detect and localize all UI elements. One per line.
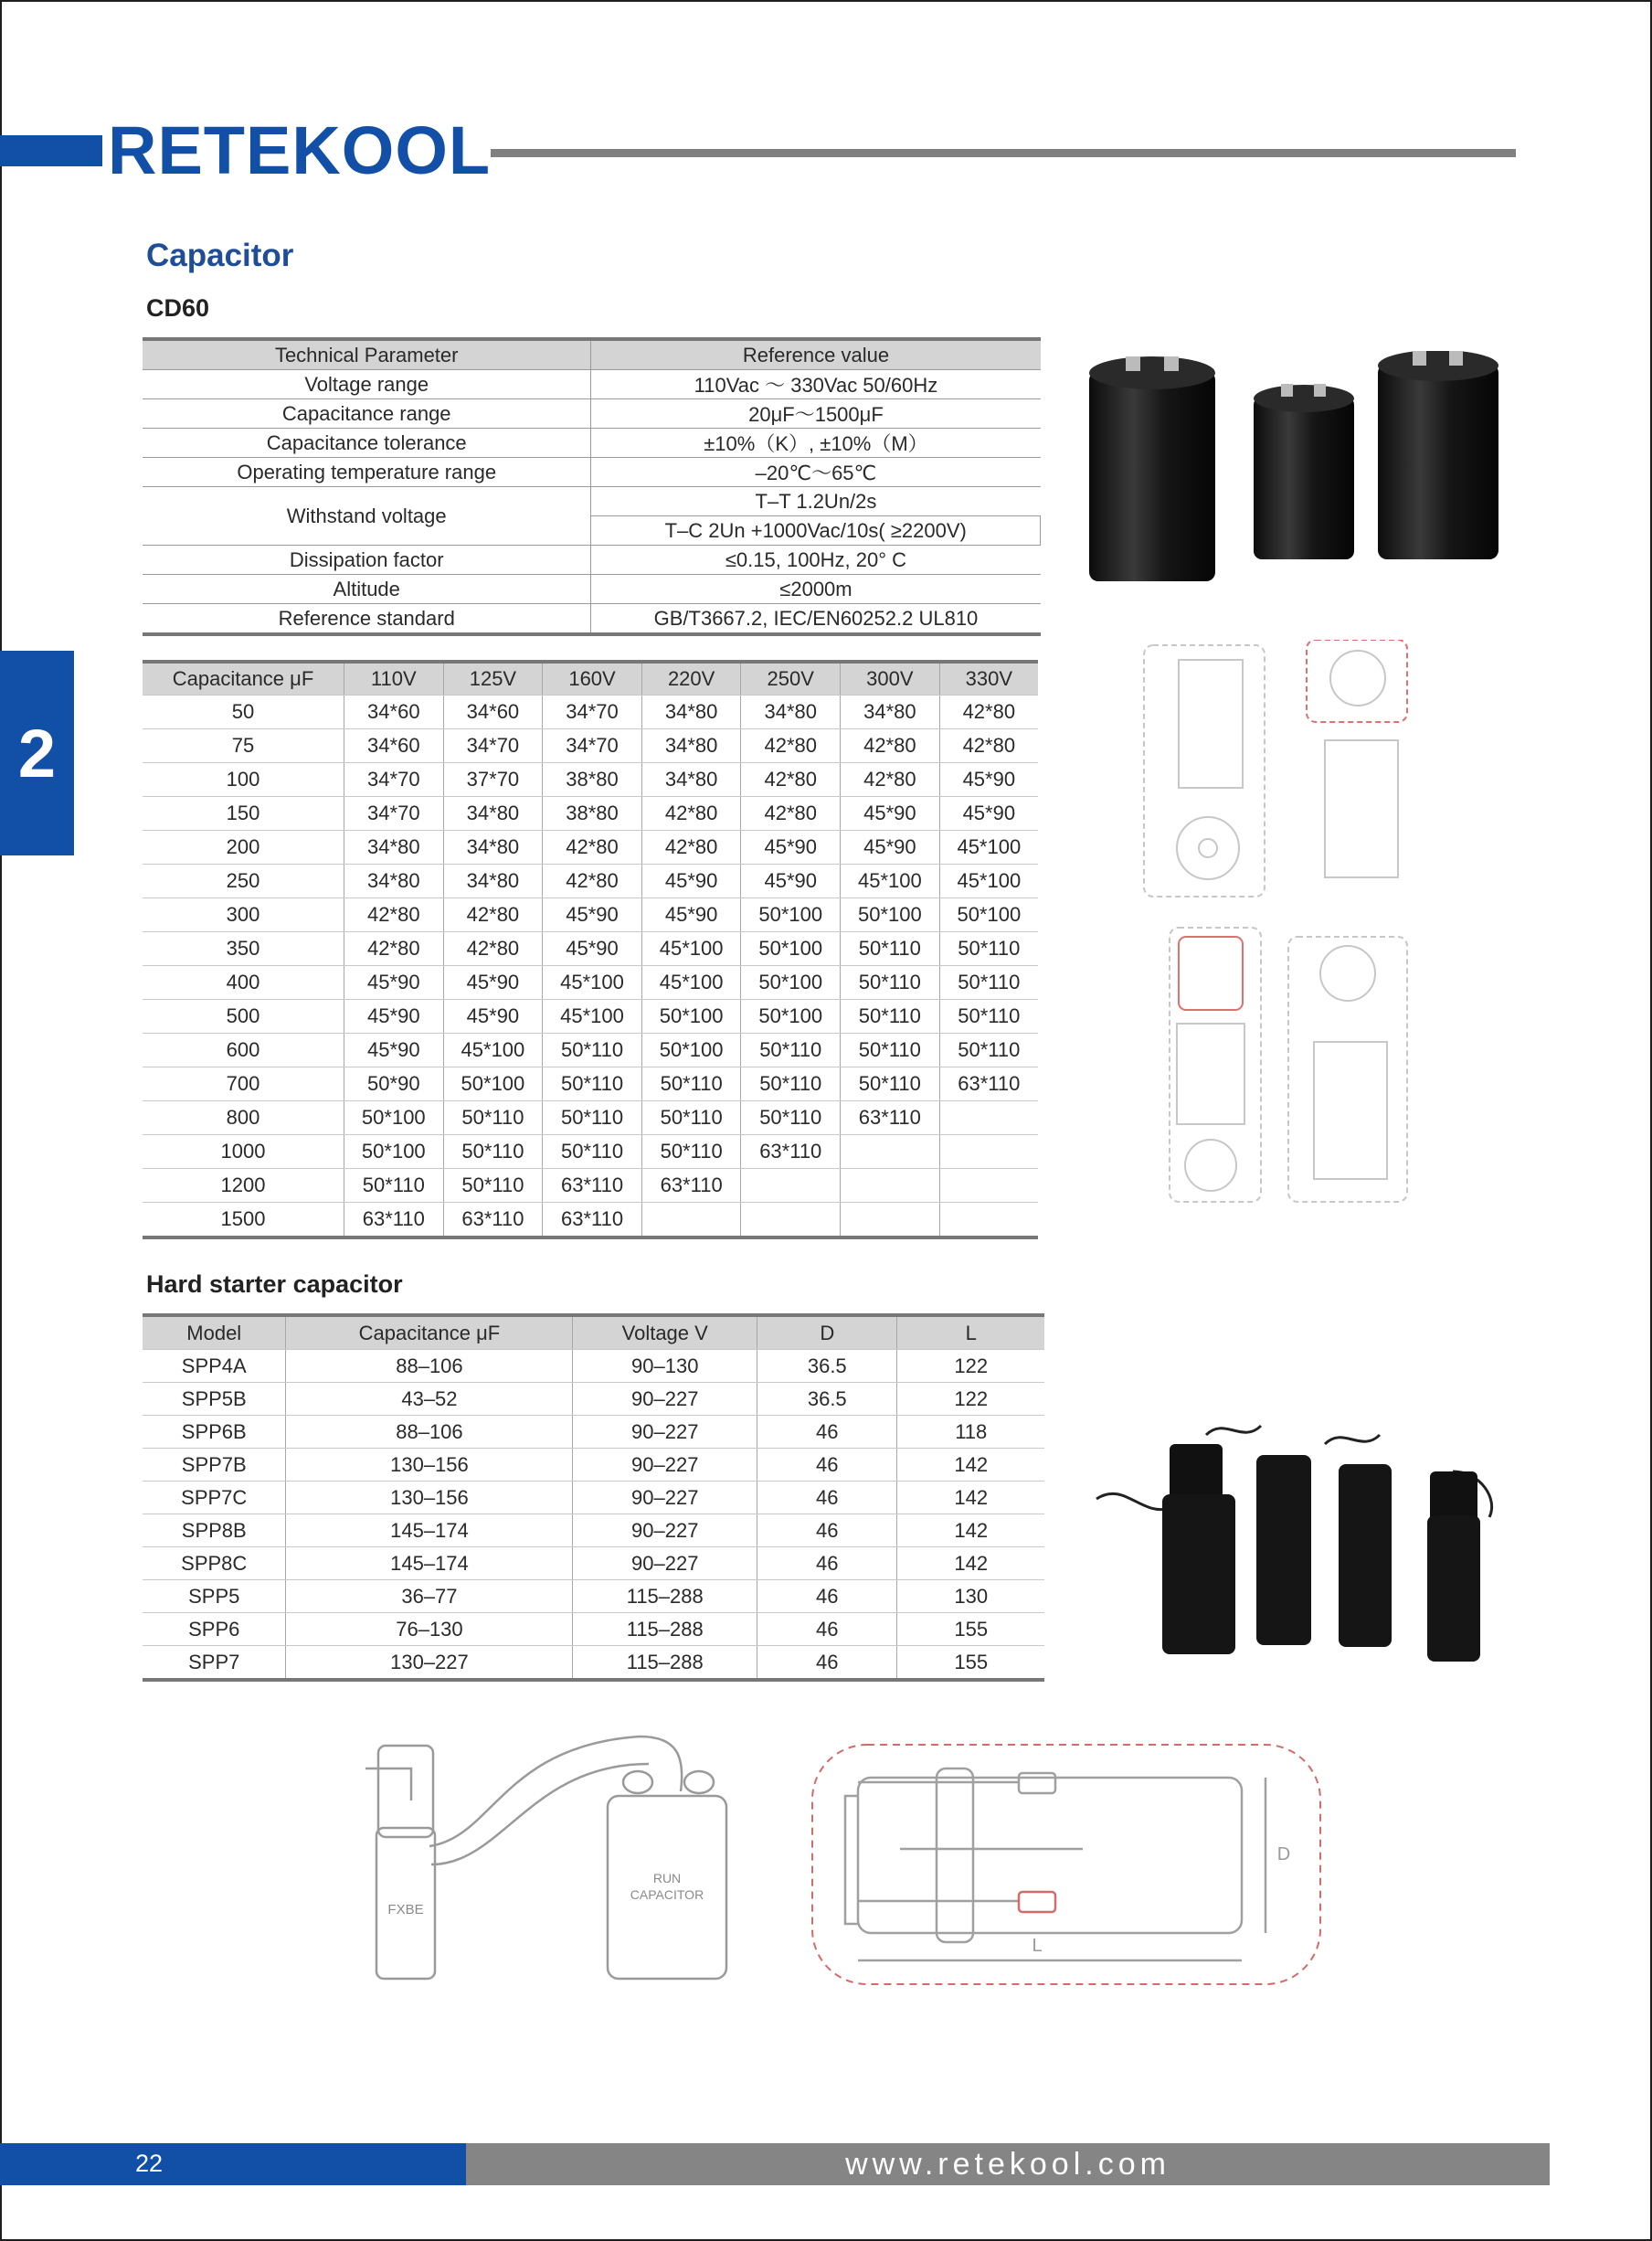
table-cell: 46 bbox=[757, 1482, 897, 1514]
table-cell: 45*100 bbox=[641, 932, 741, 966]
column-header: L bbox=[897, 1315, 1044, 1350]
table-cell: 42*80 bbox=[543, 865, 642, 898]
table-row bbox=[143, 1350, 1044, 1383]
table-cell: 42*80 bbox=[641, 831, 741, 865]
table-cell: 45*90 bbox=[939, 797, 1038, 831]
value-cell: 20μF～1500μF bbox=[591, 399, 1041, 429]
row-label-cell: 800 bbox=[143, 1101, 344, 1135]
table-row bbox=[143, 487, 1041, 516]
table-cell: 115–288 bbox=[573, 1613, 757, 1646]
table-cell: 42*80 bbox=[344, 932, 444, 966]
drawing-side-view-2 bbox=[1170, 928, 1261, 1202]
table-cell: 115–288 bbox=[573, 1580, 757, 1613]
table-cell bbox=[641, 1203, 741, 1238]
table-cell: 46 bbox=[757, 1613, 897, 1646]
table-row bbox=[143, 1101, 1038, 1135]
table-cell: 122 bbox=[897, 1383, 1044, 1416]
hard-starter-2-icon bbox=[1256, 1455, 1311, 1645]
param-cell: Voltage range bbox=[143, 370, 591, 399]
column-header: D bbox=[757, 1315, 897, 1350]
table-row bbox=[143, 1449, 1044, 1482]
row-label-cell: SPP8B bbox=[143, 1514, 286, 1547]
row-label-cell: 300 bbox=[143, 898, 344, 932]
table-row bbox=[143, 1203, 1038, 1238]
column-header: Reference value bbox=[591, 339, 1041, 370]
table-cell: 45*90 bbox=[641, 898, 741, 932]
cd60-product-photo bbox=[1078, 351, 1526, 598]
table-row bbox=[143, 604, 1041, 635]
table-row bbox=[143, 1547, 1044, 1580]
table-cell: 36–77 bbox=[286, 1580, 573, 1613]
table-cell: 50*110 bbox=[939, 932, 1038, 966]
table-cell: 50*110 bbox=[543, 1067, 642, 1101]
table-row bbox=[143, 546, 1041, 575]
row-label-cell: 150 bbox=[143, 797, 344, 831]
table-cell: 46 bbox=[757, 1580, 897, 1613]
table-cell bbox=[841, 1135, 940, 1169]
table-cell: 42*80 bbox=[741, 797, 841, 831]
table-cell: 50*110 bbox=[841, 932, 940, 966]
table-cell: 34*70 bbox=[443, 729, 543, 763]
table-row bbox=[143, 1135, 1038, 1169]
table-row bbox=[143, 729, 1038, 763]
table-cell: 130 bbox=[897, 1580, 1044, 1613]
value-cell: ≤2000m bbox=[591, 575, 1041, 604]
param-cell: Dissipation factor bbox=[143, 546, 591, 575]
table-row bbox=[143, 399, 1041, 429]
table-row bbox=[143, 696, 1038, 729]
table-cell: 115–288 bbox=[573, 1646, 757, 1681]
table-cell: 50*100 bbox=[641, 1034, 741, 1067]
brand-logo: RETEKOOL bbox=[108, 112, 492, 188]
table-cell: 50*90 bbox=[344, 1067, 444, 1101]
table-cell: 90–227 bbox=[573, 1547, 757, 1580]
table-cell: 45*100 bbox=[443, 1034, 543, 1067]
row-label-cell: 500 bbox=[143, 1000, 344, 1034]
dimension-d-label: D bbox=[1276, 1844, 1291, 1864]
table-cell bbox=[939, 1101, 1038, 1135]
table-cell: 50*100 bbox=[641, 1000, 741, 1034]
table-cell: 122 bbox=[897, 1350, 1044, 1383]
table-cell: 45*90 bbox=[741, 831, 841, 865]
value-cell: –20℃～65℃ bbox=[591, 458, 1041, 487]
row-label-cell: 1200 bbox=[143, 1169, 344, 1203]
table-cell: 46 bbox=[757, 1416, 897, 1449]
param-cell: Withstand voltage bbox=[143, 487, 591, 546]
table-cell: 45*90 bbox=[841, 831, 940, 865]
column-header: 160V bbox=[543, 662, 642, 696]
table-cell: 34*80 bbox=[641, 763, 741, 797]
table-cell: 34*80 bbox=[344, 865, 444, 898]
table-cell: 63*110 bbox=[543, 1203, 642, 1238]
table-cell: 145–174 bbox=[286, 1514, 573, 1547]
table-cell: 43–52 bbox=[286, 1383, 573, 1416]
table-cell: 37*70 bbox=[443, 763, 543, 797]
table-cell: 50*110 bbox=[841, 1000, 940, 1034]
table-cell: 42*80 bbox=[741, 763, 841, 797]
table-cell: 50*110 bbox=[841, 1067, 940, 1101]
value-cell: T–C 2Un +1000Vac/10s( ≥2200V) bbox=[591, 516, 1041, 546]
chapter-tab: 2 bbox=[0, 651, 74, 855]
row-label-cell: 1500 bbox=[143, 1203, 344, 1238]
table-cell: 45*90 bbox=[443, 1000, 543, 1034]
row-label-cell: 50 bbox=[143, 696, 344, 729]
table-cell: 63*110 bbox=[841, 1101, 940, 1135]
table-row bbox=[143, 1482, 1044, 1514]
table-cell: 50*110 bbox=[443, 1101, 543, 1135]
row-label-cell: 400 bbox=[143, 966, 344, 1000]
table-cell: 130–227 bbox=[286, 1646, 573, 1681]
hard-starter-table bbox=[143, 1313, 1044, 1682]
run-capacitor-label-2: CAPACITOR bbox=[630, 1887, 704, 1902]
table-cell: 42*80 bbox=[939, 729, 1038, 763]
table-cell: 42*80 bbox=[543, 831, 642, 865]
value-cell: ±10%（K）, ±10%（M） bbox=[591, 429, 1041, 458]
table-cell: 42*80 bbox=[443, 898, 543, 932]
table-cell: 63*110 bbox=[543, 1169, 642, 1203]
row-label-cell: 75 bbox=[143, 729, 344, 763]
param-cell: Altitude bbox=[143, 575, 591, 604]
starter-label: FXBE bbox=[387, 1902, 424, 1917]
table-cell: 34*80 bbox=[443, 865, 543, 898]
table-cell: 34*70 bbox=[344, 763, 444, 797]
row-label-cell: 700 bbox=[143, 1067, 344, 1101]
table-cell: 50*110 bbox=[841, 966, 940, 1000]
table-cell: 142 bbox=[897, 1547, 1044, 1580]
row-label-cell: 200 bbox=[143, 831, 344, 865]
value-cell: GB/T3667.2, IEC/EN60252.2 UL810 bbox=[591, 604, 1041, 635]
table-cell: 45*90 bbox=[344, 966, 444, 1000]
table-header-row bbox=[143, 339, 1041, 370]
header-rule bbox=[491, 149, 1516, 157]
table-cell: 50*110 bbox=[741, 1034, 841, 1067]
table-cell: 50*110 bbox=[841, 1034, 940, 1067]
table-cell: 45*90 bbox=[443, 966, 543, 1000]
table-row bbox=[143, 1613, 1044, 1646]
table-cell: 46 bbox=[757, 1514, 897, 1547]
table-cell: 34*80 bbox=[443, 797, 543, 831]
dimension-l-label: L bbox=[1032, 1936, 1043, 1956]
table-cell: 50*100 bbox=[741, 932, 841, 966]
table-cell: 50*110 bbox=[641, 1067, 741, 1101]
table-cell bbox=[841, 1203, 940, 1238]
table-cell: 45*100 bbox=[543, 1000, 642, 1034]
capacitor-large-icon bbox=[1089, 356, 1215, 581]
table-cell: 50*100 bbox=[741, 1000, 841, 1034]
row-label-cell: SPP4A bbox=[143, 1350, 286, 1383]
table-cell: 42*80 bbox=[939, 696, 1038, 729]
table-cell: 50*100 bbox=[741, 898, 841, 932]
row-label-cell: SPP5B bbox=[143, 1383, 286, 1416]
table-cell: 34*70 bbox=[344, 797, 444, 831]
table-cell: 46 bbox=[757, 1449, 897, 1482]
row-label-cell: SPP7 bbox=[143, 1646, 286, 1681]
table-cell: 50*100 bbox=[841, 898, 940, 932]
table-cell bbox=[939, 1203, 1038, 1238]
table-cell: 38*80 bbox=[543, 797, 642, 831]
row-label-cell: SPP7C bbox=[143, 1482, 286, 1514]
table-row bbox=[143, 797, 1038, 831]
row-label-cell: 1000 bbox=[143, 1135, 344, 1169]
table-row bbox=[143, 1034, 1038, 1067]
table-row bbox=[143, 1416, 1044, 1449]
row-label-cell: 250 bbox=[143, 865, 344, 898]
table-cell: 50*110 bbox=[543, 1101, 642, 1135]
table-header-row bbox=[143, 1315, 1044, 1350]
row-label-cell: SPP7B bbox=[143, 1449, 286, 1482]
hard-starter-title: Hard starter capacitor bbox=[146, 1270, 403, 1298]
run-capacitor-label-1: RUN bbox=[652, 1871, 682, 1885]
table-cell: 42*80 bbox=[443, 932, 543, 966]
table-cell: 42*80 bbox=[641, 797, 741, 831]
cd60-technical-drawings bbox=[1142, 640, 1416, 1206]
table-cell: 142 bbox=[897, 1482, 1044, 1514]
table-cell: 50*100 bbox=[344, 1101, 444, 1135]
section-title: Capacitor bbox=[146, 238, 294, 273]
table-cell: 45*100 bbox=[939, 865, 1038, 898]
column-header: 300V bbox=[841, 662, 940, 696]
column-header: 250V bbox=[741, 662, 841, 696]
table-cell: 90–227 bbox=[573, 1482, 757, 1514]
hard-starter-1-icon bbox=[1162, 1444, 1235, 1654]
row-label-cell: 350 bbox=[143, 932, 344, 966]
table-cell: 88–106 bbox=[286, 1416, 573, 1449]
row-label-cell: SPP5 bbox=[143, 1580, 286, 1613]
table-row bbox=[143, 831, 1038, 865]
table-header-row bbox=[143, 662, 1038, 696]
value-cell: 110Vac ～ 330Vac 50/60Hz bbox=[591, 370, 1041, 399]
table-cell: 45*100 bbox=[641, 966, 741, 1000]
column-header: Voltage V bbox=[573, 1315, 757, 1350]
page-number: 22 bbox=[135, 2150, 164, 2177]
table-cell: 63*110 bbox=[939, 1067, 1038, 1101]
table-cell: 34*70 bbox=[543, 729, 642, 763]
table-cell: 145–174 bbox=[286, 1547, 573, 1580]
table-row bbox=[143, 370, 1041, 399]
table-cell bbox=[939, 1135, 1038, 1169]
table-cell: 155 bbox=[897, 1613, 1044, 1646]
table-cell: 50*110 bbox=[543, 1135, 642, 1169]
table-row bbox=[143, 898, 1038, 932]
table-cell: 50*110 bbox=[641, 1101, 741, 1135]
column-header: 110V bbox=[344, 662, 444, 696]
column-header: Model bbox=[143, 1315, 286, 1350]
table-cell: 45*90 bbox=[543, 898, 642, 932]
table-cell: 142 bbox=[897, 1514, 1044, 1547]
row-label-cell: SPP6 bbox=[143, 1613, 286, 1646]
table-row bbox=[143, 1646, 1044, 1681]
table-cell: 46 bbox=[757, 1547, 897, 1580]
table-cell: 34*80 bbox=[443, 831, 543, 865]
table-cell: 142 bbox=[897, 1449, 1044, 1482]
hard-starter-3-icon bbox=[1339, 1464, 1392, 1647]
table-row bbox=[143, 458, 1041, 487]
table-row bbox=[143, 1514, 1044, 1547]
table-row bbox=[143, 1000, 1038, 1034]
table-cell: 63*110 bbox=[741, 1135, 841, 1169]
row-label-cell: 600 bbox=[143, 1034, 344, 1067]
table-cell bbox=[939, 1169, 1038, 1203]
table-cell: 90–227 bbox=[573, 1383, 757, 1416]
table-cell: 45*100 bbox=[939, 831, 1038, 865]
table-cell: 130–156 bbox=[286, 1449, 573, 1482]
table-cell: 63*110 bbox=[641, 1169, 741, 1203]
table-row bbox=[143, 575, 1041, 604]
table-cell: 34*60 bbox=[443, 696, 543, 729]
param-cell: Capacitance tolerance bbox=[143, 429, 591, 458]
capacitance-dimension-table bbox=[143, 660, 1038, 1239]
table-cell: 50*100 bbox=[443, 1067, 543, 1101]
footer-website: www.retekool.com bbox=[466, 2143, 1550, 2185]
table-cell: 90–130 bbox=[573, 1350, 757, 1383]
table-cell: 45*90 bbox=[939, 763, 1038, 797]
hard-starter-product-photo bbox=[1087, 1417, 1517, 1673]
column-header: 330V bbox=[939, 662, 1038, 696]
table-cell: 50*110 bbox=[641, 1135, 741, 1169]
footer-accent-bar bbox=[0, 2143, 466, 2185]
table-cell: 42*80 bbox=[841, 729, 940, 763]
table-cell: 46 bbox=[757, 1646, 897, 1681]
table-cell: 90–227 bbox=[573, 1449, 757, 1482]
table-cell: 34*80 bbox=[741, 696, 841, 729]
header-accent-bar bbox=[0, 135, 102, 166]
subsection-title: CD60 bbox=[146, 294, 210, 322]
table-cell: 45*90 bbox=[543, 932, 642, 966]
table-cell: 50*110 bbox=[939, 966, 1038, 1000]
table-cell bbox=[741, 1169, 841, 1203]
table-row bbox=[143, 1383, 1044, 1416]
table-row bbox=[143, 932, 1038, 966]
drawing-side-view-3 bbox=[1288, 937, 1407, 1202]
value-cell: ≤0.15, 100Hz, 20° C bbox=[591, 546, 1041, 575]
table-cell: 42*80 bbox=[841, 763, 940, 797]
table-cell: 34*80 bbox=[641, 729, 741, 763]
table-row bbox=[143, 1169, 1038, 1203]
table-cell: 45*90 bbox=[344, 1034, 444, 1067]
column-header: Capacitance μF bbox=[143, 662, 344, 696]
table-cell: 50*100 bbox=[741, 966, 841, 1000]
column-header: Capacitance μF bbox=[286, 1315, 573, 1350]
table-cell: 36.5 bbox=[757, 1350, 897, 1383]
table-cell: 45*100 bbox=[841, 865, 940, 898]
table-cell: 130–156 bbox=[286, 1482, 573, 1514]
hard-starter-wiring-diagram bbox=[347, 1727, 749, 1983]
table-cell: 88–106 bbox=[286, 1350, 573, 1383]
row-label-cell: 100 bbox=[143, 763, 344, 797]
table-cell: 42*80 bbox=[741, 729, 841, 763]
table-cell: 50*110 bbox=[741, 1101, 841, 1135]
table-cell: 34*80 bbox=[841, 696, 940, 729]
table-cell: 42*80 bbox=[344, 898, 444, 932]
value-cell: T–T 1.2Un/2s bbox=[591, 487, 1041, 516]
table-row bbox=[143, 1067, 1038, 1101]
table-cell: 34*80 bbox=[641, 696, 741, 729]
row-label-cell: SPP6B bbox=[143, 1416, 286, 1449]
table-row bbox=[143, 763, 1038, 797]
table-cell bbox=[741, 1203, 841, 1238]
table-row bbox=[143, 1580, 1044, 1613]
column-header: Technical Parameter bbox=[143, 339, 591, 370]
table-cell: 50*110 bbox=[443, 1135, 543, 1169]
param-cell: Capacitance range bbox=[143, 399, 591, 429]
table-cell: 45*90 bbox=[741, 865, 841, 898]
table-cell: 50*110 bbox=[344, 1169, 444, 1203]
hard-starter-dimension-drawing bbox=[809, 1741, 1325, 1988]
table-cell: 45*100 bbox=[543, 966, 642, 1000]
capacitor-small-icon bbox=[1254, 384, 1354, 559]
table-cell: 45*90 bbox=[344, 1000, 444, 1034]
table-cell: 90–227 bbox=[573, 1416, 757, 1449]
drawing-side-view-1 bbox=[1144, 645, 1265, 897]
table-row bbox=[143, 429, 1041, 458]
table-cell: 50*110 bbox=[741, 1067, 841, 1101]
row-label-cell: SPP8C bbox=[143, 1547, 286, 1580]
table-cell: 63*110 bbox=[443, 1203, 543, 1238]
param-cell: Reference standard bbox=[143, 604, 591, 635]
table-cell bbox=[841, 1169, 940, 1203]
hard-starter-4-icon bbox=[1427, 1471, 1480, 1662]
table-cell: 76–130 bbox=[286, 1613, 573, 1646]
table-cell: 118 bbox=[897, 1416, 1044, 1449]
table-cell: 34*60 bbox=[344, 696, 444, 729]
table-cell: 36.5 bbox=[757, 1383, 897, 1416]
table-cell: 50*100 bbox=[939, 898, 1038, 932]
table-cell: 63*110 bbox=[344, 1203, 444, 1238]
table-row bbox=[143, 865, 1038, 898]
param-cell: Operating temperature range bbox=[143, 458, 591, 487]
table-cell: 90–227 bbox=[573, 1514, 757, 1547]
table-cell: 50*110 bbox=[543, 1034, 642, 1067]
technical-parameter-table bbox=[143, 337, 1041, 636]
table-cell: 45*90 bbox=[641, 865, 741, 898]
table-cell: 45*90 bbox=[841, 797, 940, 831]
table-cell: 50*110 bbox=[443, 1169, 543, 1203]
column-header: 220V bbox=[641, 662, 741, 696]
table-cell: 38*80 bbox=[543, 763, 642, 797]
capacitor-medium-icon bbox=[1378, 351, 1498, 559]
table-cell: 155 bbox=[897, 1646, 1044, 1681]
table-cell: 34*70 bbox=[543, 696, 642, 729]
table-row bbox=[143, 966, 1038, 1000]
table-cell: 50*110 bbox=[939, 1034, 1038, 1067]
drawing-top-view-1 bbox=[1307, 640, 1407, 877]
table-cell: 50*110 bbox=[939, 1000, 1038, 1034]
table-cell: 50*100 bbox=[344, 1135, 444, 1169]
column-header: 125V bbox=[443, 662, 543, 696]
table-cell: 34*80 bbox=[344, 831, 444, 865]
table-cell: 34*60 bbox=[344, 729, 444, 763]
